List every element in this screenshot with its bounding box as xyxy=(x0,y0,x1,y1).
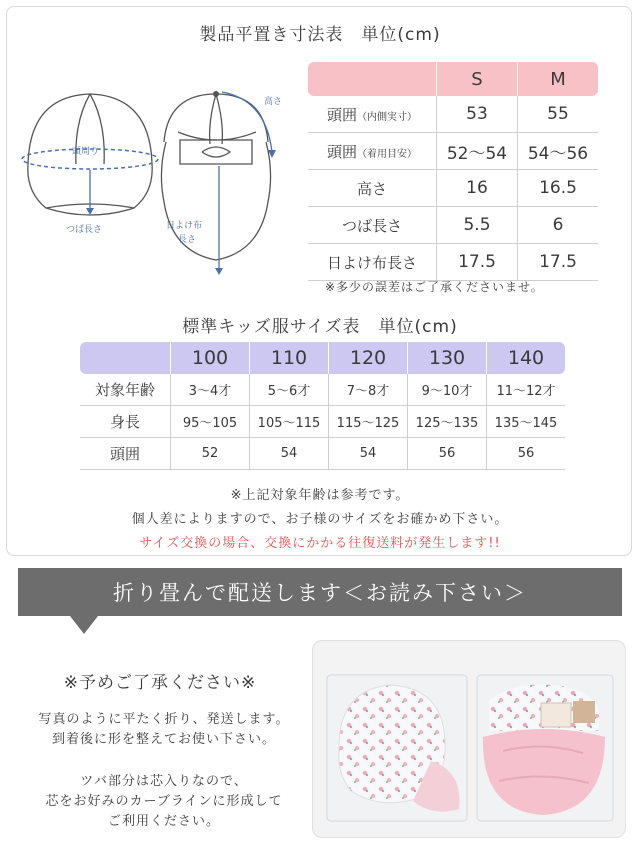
height-label: 高さ xyxy=(264,97,283,107)
kids-table-corner xyxy=(80,342,171,374)
cell-value: 115〜125 xyxy=(329,406,408,438)
folding-para2-line3: ご利用ください。 xyxy=(107,814,220,829)
row-label xyxy=(308,96,437,133)
cell-value: 54 xyxy=(250,438,329,470)
folding-para1-line1: 写真のように平たく折り、発送します。 xyxy=(38,712,290,727)
folding-para1-line2: 到着後に形を整えてお使い下さい。 xyxy=(51,732,276,747)
folding-banner xyxy=(18,568,622,616)
cell-value: 105〜115 xyxy=(250,406,329,438)
folded-hat-photo xyxy=(313,641,625,837)
size-table xyxy=(308,62,598,281)
cell-value: 95〜105 xyxy=(171,406,250,438)
kids-chart-title: 標準キッズ服サイズ表 単位(cm) xyxy=(182,317,458,337)
cell-value: 56 xyxy=(408,438,487,470)
folding-para2-line2: 芯をお好みのカーブラインに形成して xyxy=(45,794,283,809)
row-label-sub: （内側実寸） xyxy=(357,111,417,123)
size-header-s: S xyxy=(437,62,518,96)
row-label: 対象年齢 xyxy=(80,374,171,406)
table-row xyxy=(308,170,598,207)
cell-value: 135〜145 xyxy=(487,406,566,438)
exchange-shipping-warning: サイズ交換の場合、交換にかかる往復送料が発生します!! xyxy=(139,536,501,551)
cell-value: 5.5 xyxy=(437,207,518,244)
hat-diagram xyxy=(16,82,306,282)
row-label: 頭囲 xyxy=(80,438,171,470)
cell-value: 52〜54 xyxy=(437,133,518,170)
cell-value: 7〜8才 xyxy=(329,374,408,406)
cell-value: 55 xyxy=(518,96,599,133)
size-table-corner xyxy=(308,62,437,96)
cell-value: 17.5 xyxy=(437,244,518,281)
kids-size-table xyxy=(80,342,565,470)
row-label: 身長 xyxy=(80,406,171,438)
kids-header-120: 120 xyxy=(329,342,408,374)
row-label-text: 頭囲 xyxy=(326,142,357,161)
table-row xyxy=(308,133,598,170)
kids-header-100: 100 xyxy=(171,342,250,374)
cell-value: 125〜135 xyxy=(408,406,487,438)
kids-header-110: 110 xyxy=(250,342,329,374)
shade-arrow-head-icon xyxy=(215,268,223,275)
table-row xyxy=(308,96,598,133)
cell-value: 56 xyxy=(487,438,566,470)
table-row xyxy=(308,207,598,244)
size-header-m: M xyxy=(518,62,599,96)
head-label: 頭周り xyxy=(72,147,100,157)
table-row xyxy=(80,374,565,406)
cell-value: 54〜56 xyxy=(518,133,599,170)
individual-difference-note: 個人差によりますので、お子様のサイズをお確かめ下さい。 xyxy=(131,512,509,527)
photo-front-folded xyxy=(327,675,467,821)
cell-value: 9〜10才 xyxy=(408,374,487,406)
shade-label-1: 日よけ布 xyxy=(166,221,203,231)
cell-value: 6 xyxy=(518,207,599,244)
tolerance-note: ※多少の誤差はご了承くださいませ。 xyxy=(325,280,544,294)
cell-value: 17.5 xyxy=(518,244,599,281)
table-row xyxy=(80,438,565,470)
shade-label-2: 長さ xyxy=(178,235,197,245)
cell-value: 52 xyxy=(171,438,250,470)
row-label-sub: （着用目安） xyxy=(357,148,417,160)
banner-text: 折り畳んで配送します＜お読み下さい＞ xyxy=(113,581,527,605)
product-photo-frame xyxy=(312,640,626,838)
size-chart-title: 製品平置き寸法表 単位(cm) xyxy=(199,25,441,45)
cell-value: 53 xyxy=(437,96,518,133)
cell-value: 11〜12才 xyxy=(487,374,566,406)
cell-value: 3〜4才 xyxy=(171,374,250,406)
row-label-text: 頭囲 xyxy=(326,105,357,124)
kids-header-130: 130 xyxy=(408,342,487,374)
age-reference-note: ※上記対象年齢は参考です。 xyxy=(230,488,410,503)
table-row xyxy=(308,244,598,281)
cell-value: 16.5 xyxy=(518,170,599,207)
brim-arrow-head-icon xyxy=(86,208,94,215)
kids-header-140: 140 xyxy=(487,342,566,374)
folding-para2-line1: ツバ部分は芯入りなので、 xyxy=(80,774,248,789)
banner-pointer xyxy=(70,616,98,634)
row-label: つば長さ xyxy=(308,207,437,244)
cap-button-icon xyxy=(213,91,219,97)
cell-value: 54 xyxy=(329,438,408,470)
brim-label: つば長さ xyxy=(66,225,103,235)
cell-value: 16 xyxy=(437,170,518,207)
table-row xyxy=(80,406,565,438)
row-label xyxy=(308,133,437,170)
cell-value: 5〜6才 xyxy=(250,374,329,406)
row-label: 日よけ布長さ xyxy=(308,244,437,281)
photo-back-folded xyxy=(477,675,613,821)
row-label: 高さ xyxy=(308,170,437,207)
kids-table-header xyxy=(80,342,565,374)
folding-heading: ※予めご了承ください※ xyxy=(63,673,257,693)
size-table-header xyxy=(308,62,598,96)
